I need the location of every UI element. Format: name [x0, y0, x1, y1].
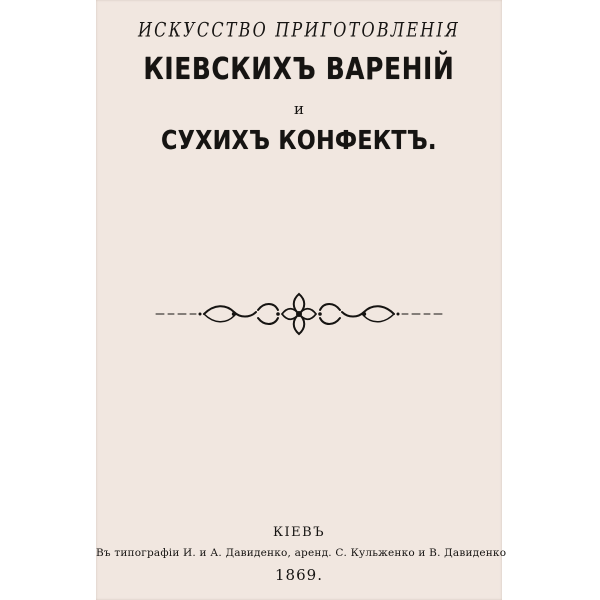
title-page — [96, 0, 507, 600]
imprint-year: 1869. — [275, 566, 323, 584]
subtitle: СУХИХЪ КОНФЕКТЪ. — [161, 126, 437, 156]
imprint-city: КІЕВЪ — [272, 525, 326, 540]
imprint-printer: Въ типографіи И. и А. Давиденко, аренд. С. Кульженко и В. Давиденко — [96, 547, 507, 559]
title-conjunction: и — [294, 100, 304, 118]
floral-vignette-icon — [154, 290, 444, 338]
title-top-line: ИСКУССТВО ПРИГОТОВЛЕНІЯ — [137, 17, 460, 42]
main-title: КІЕВСКИХЪ ВАРЕНІЙ — [143, 52, 455, 87]
